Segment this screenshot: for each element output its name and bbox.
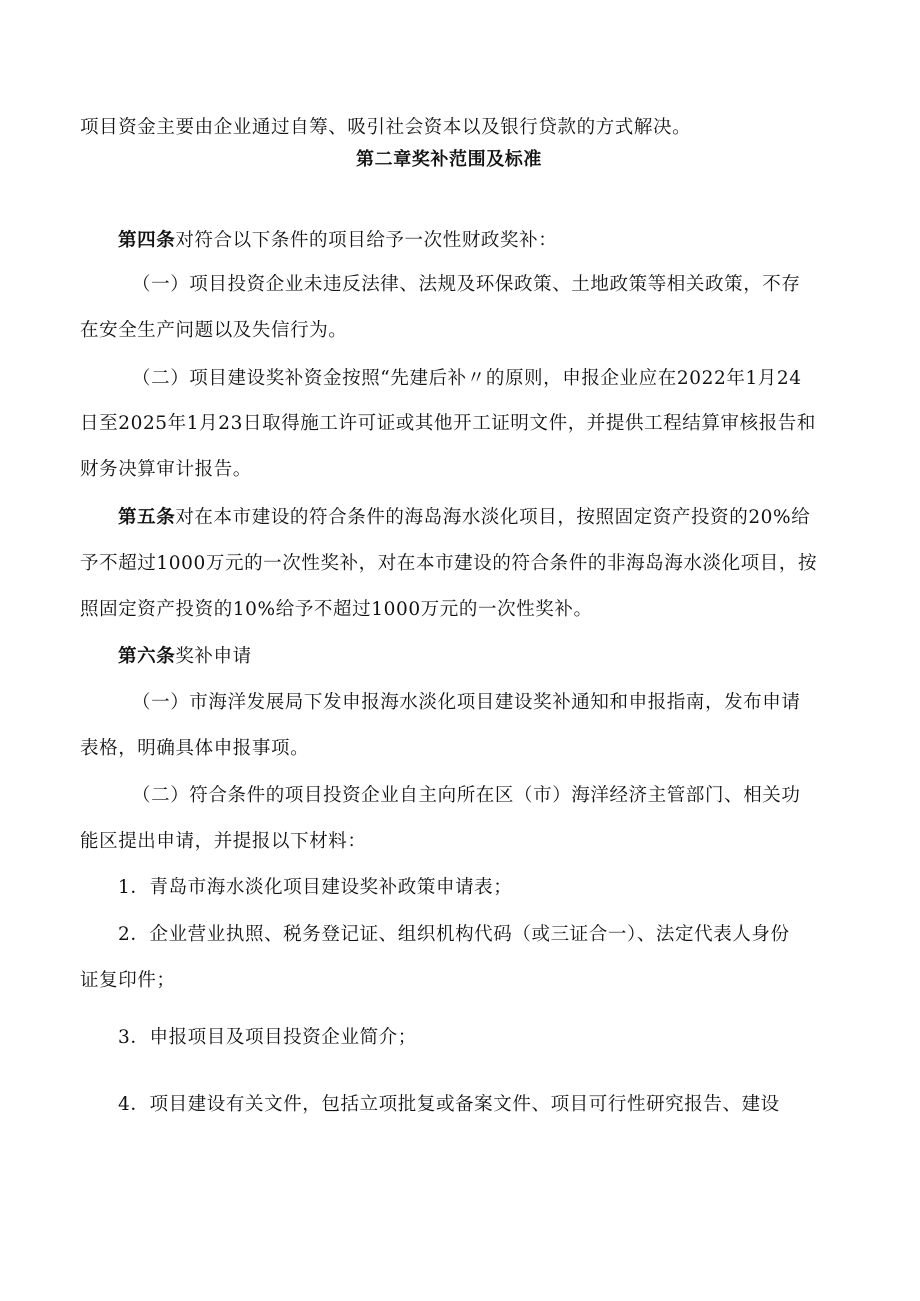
article-5-label: 第五条 — [118, 507, 176, 528]
article-6-item-2-line-2: 能区提出申请，并提报以下材料： — [80, 831, 367, 852]
article-4-item-2-line-2: 日至2025年1月23日取得施工许可证或其他开工证明文件，并提供工程结算审核报告和 — [80, 413, 816, 434]
material-item-1: 1．青岛市海水淡化项目建设奖补政策申请表； — [118, 877, 513, 898]
article-6-item-2-line-1: （二）符合条件的项目投资企业自主向所在区（市）海洋经济主管部门、相关功 — [132, 785, 801, 806]
article-5-line-3: 照固定资产投资的10%给予不超过1000万元的一次性奖补。 — [80, 599, 593, 620]
article-4-label: 第四条 — [118, 230, 176, 251]
article-4-paragraph — [118, 229, 557, 253]
chapter-heading: 第二章奖补范围及标准 — [356, 149, 542, 170]
material-item-2-line-2: 证复印件； — [80, 970, 176, 991]
article-6-text: 奖补申请 — [175, 646, 252, 667]
intro-line: 项目资金主要由企业通过自筹、吸引社会资本以及银行贷款的方式解决。 — [80, 117, 692, 138]
article-6-item-1-line-1: （一）市海洋发展局下发申报海水淡化项目建设奖补通知和申报指南，发布申请 — [132, 692, 801, 713]
article-5-paragraph — [118, 506, 810, 530]
article-4-item-1-line-2: 在安全生产问题以及失信行为。 — [80, 320, 348, 341]
article-6-paragraph — [118, 645, 252, 669]
article-4-item-2-line-1: （二）项目建设奖补资金按照“先建后补〃的原则，申报企业应在2022年1月24 — [132, 368, 802, 389]
material-item-4: 4．项目建设有关文件，包括立项批复或备案文件、项目可行性研究报告、建设 — [118, 1094, 780, 1115]
article-6-label: 第六条 — [118, 646, 176, 667]
article-5-line-1: 对在本市建设的符合条件的海岛海水淡化项目，按照固定资产投资的20%给 — [175, 507, 811, 528]
material-item-3: 3．申报项目及项目投资企业简介； — [118, 1027, 417, 1048]
article-5-line-2: 予不超过1000万元的一次性奖补，对在本市建设的符合条件的非海岛海水淡化项目，按 — [80, 553, 818, 574]
article-4-item-1-line-1: （一）项目投资企业未违反法律、法规及环保政策、土地政策等相关政策，不存 — [132, 274, 801, 295]
article-4-text: 对符合以下条件的项目给予一次性财政奖补： — [175, 230, 558, 251]
article-4-item-2-line-3: 财务决算审计报告。 — [80, 459, 252, 480]
material-item-2-line-1: 2．企业营业执照、税务登记证、组织机构代码（或三证合一）、法定代表人身份 — [118, 924, 790, 945]
article-6-item-1-line-2: 表格，明确具体申报事项。 — [80, 738, 310, 759]
